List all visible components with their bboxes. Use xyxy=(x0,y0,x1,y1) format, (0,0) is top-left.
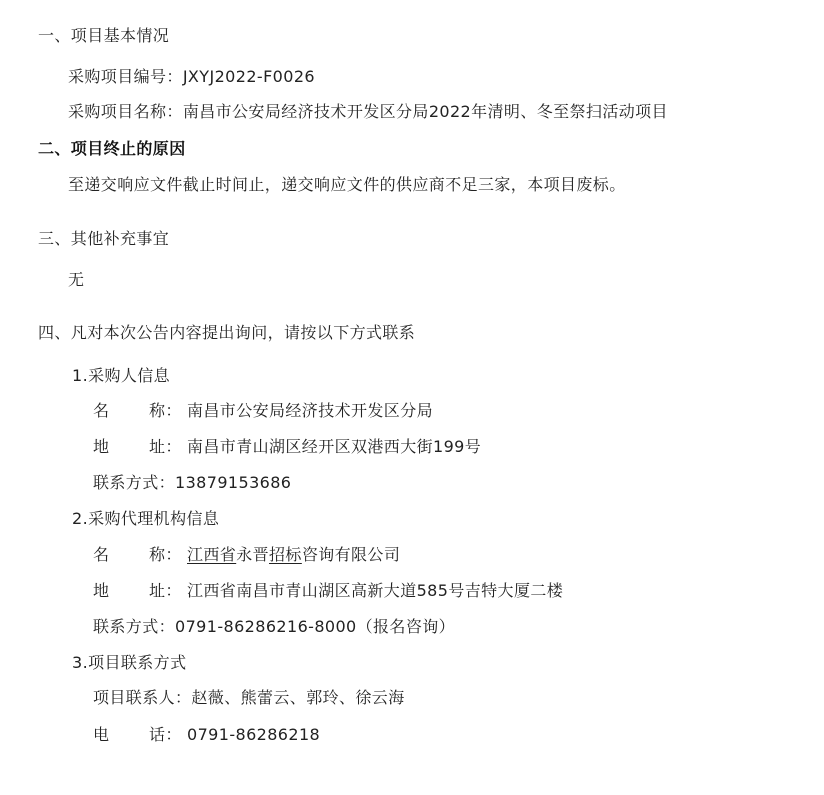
project-number-row xyxy=(68,66,315,88)
project-number-value: JXYJ2022-F0026 xyxy=(182,67,315,86)
reason-text: 至递交响应文件截止时间止，递交响应文件的供应商不足三家，本项目废标。 xyxy=(68,175,626,194)
project-contact-persons-row xyxy=(93,687,405,709)
phone-value: 0791-86286218 xyxy=(187,725,321,744)
bidding-link[interactable]: 招标 xyxy=(269,545,302,564)
agency-name-row xyxy=(93,544,400,566)
subsection-title: 1.采购人信息 xyxy=(72,366,171,385)
purchaser-address-value: 南昌市青山湖区经开区双港西大街199号 xyxy=(187,437,482,456)
purchaser-contact-row xyxy=(93,472,291,494)
subsection-title: 2.采购代理机构信息 xyxy=(72,509,220,528)
project-name-label: 采购项目名称： xyxy=(68,102,183,121)
project-number-label: 采购项目编号： xyxy=(68,67,183,86)
section-heading-text: 三、其他补充事宜 xyxy=(38,229,170,248)
other-matters-content xyxy=(68,269,84,291)
purchaser-contact-label: 联系方式： xyxy=(93,473,176,492)
agency-address-label: 地 址： xyxy=(93,581,182,600)
contact-persons-label: 项目联系人： xyxy=(93,688,192,707)
agency-address-row xyxy=(93,580,563,602)
subsection-title: 3.项目联系方式 xyxy=(72,653,187,672)
phone-label: 电 话： xyxy=(93,725,182,744)
purchaser-contact-value: 13879153686 xyxy=(175,473,292,492)
agency-name-part: 永晋 xyxy=(236,545,270,564)
jiangxi-province-link[interactable]: 江西省 xyxy=(187,545,237,564)
section-heading-basic-info xyxy=(38,25,169,47)
agency-contact-row xyxy=(93,616,455,638)
agency-name-label: 名 称： xyxy=(93,545,182,564)
purchaser-address-label: 地 址： xyxy=(93,437,182,456)
section-heading-text: 一、项目基本情况 xyxy=(38,26,170,45)
agency-name-part: 咨询有限公司 xyxy=(301,545,401,564)
purchaser-name-value: 南昌市公安局经济技术开发区分局 xyxy=(187,401,434,420)
project-name-row xyxy=(68,101,668,123)
section-heading-other-matters xyxy=(38,228,169,250)
purchaser-name-label: 名 称： xyxy=(93,401,182,420)
contact-persons-value: 赵薇、熊蕾云、郭玲、徐云海 xyxy=(191,688,405,707)
section-heading-text: 二、项目终止的原因 xyxy=(38,139,186,158)
termination-reason-text xyxy=(68,174,626,196)
purchaser-name-row xyxy=(93,400,433,422)
section-heading-termination-reason xyxy=(38,138,186,160)
section-heading-text: 四、凡对本次公告内容提出询问，请按以下方式联系 xyxy=(38,323,416,342)
section-heading-contact xyxy=(38,322,415,344)
purchaser-address-row xyxy=(93,436,481,458)
project-phone-row xyxy=(93,724,320,746)
agency-info-title xyxy=(72,508,219,530)
agency-contact-label: 联系方式： xyxy=(93,617,176,636)
project-contact-title xyxy=(72,652,186,674)
project-name-value: 南昌市公安局经济技术开发区分局2022年清明、冬至祭扫活动项目 xyxy=(182,102,668,121)
agency-address-value: 江西省南昌市青山湖区高新大道585号吉特大厦二楼 xyxy=(187,581,564,600)
agency-contact-value: 0791-86286216-8000（报名咨询） xyxy=(175,617,456,636)
purchaser-info-title xyxy=(72,365,170,387)
other-matters-text: 无 xyxy=(68,270,85,289)
